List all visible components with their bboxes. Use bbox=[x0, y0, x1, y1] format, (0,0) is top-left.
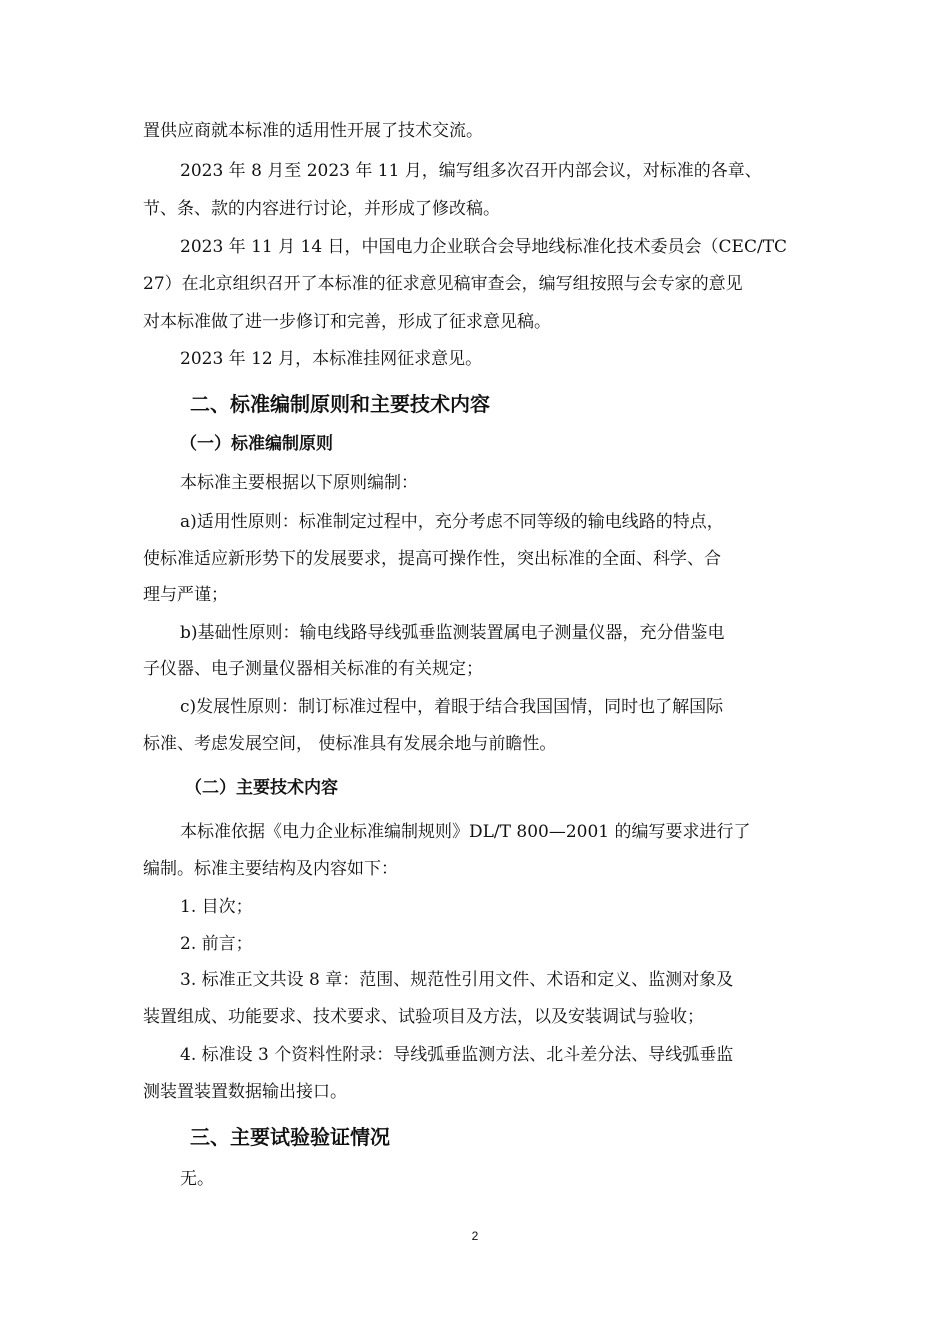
list-item: 4. 标准设 3 个资料性附录：导线弧垂监测方法、北斗差分法、导线弧垂监 bbox=[180, 1045, 734, 1065]
paragraph-line: 理与严谨； bbox=[143, 585, 228, 605]
paragraph-line: 无。 bbox=[180, 1169, 214, 1189]
subsection-heading: （二）主要技术内容 bbox=[185, 778, 338, 798]
paragraph-line: 使标准适应新形势下的发展要求，提高可操作性，突出标准的全面、科学、合 bbox=[143, 549, 721, 569]
paragraph-line: 标准、考虑发展空间， 使标准具有发展余地与前瞻性。 bbox=[143, 734, 557, 754]
paragraph-line: 置供应商就本标准的适用性开展了技术交流。 bbox=[143, 121, 483, 141]
paragraph-line: 本标准依据《电力企业标准编制规则》DL/T 800—2001 的编写要求进行了 bbox=[180, 822, 751, 842]
paragraph-line: 27）在北京组织召开了本标准的征求意见稿审查会，编写组按照与会专家的意见 bbox=[143, 274, 743, 294]
paragraph-line: 编制。标准主要结构及内容如下： bbox=[143, 859, 398, 879]
paragraph-line: 2023 年 8 月至 2023 年 11 月，编写组多次召开内部会议，对标准的各章、 bbox=[180, 161, 762, 181]
page-number: 2 bbox=[471, 1229, 479, 1243]
section-heading: 二、标准编制原则和主要技术内容 bbox=[190, 392, 490, 416]
list-item: 3. 标准正文共设 8 章：范围、规范性引用文件、术语和定义、监测对象及 bbox=[180, 970, 734, 990]
list-item: 测装置装置数据输出接口。 bbox=[143, 1082, 347, 1102]
paragraph-line: 子仪器、电子测量仪器相关标准的有关规定； bbox=[143, 659, 483, 679]
list-item: 装置组成、功能要求、技术要求、试验项目及方法，以及安装调试与验收； bbox=[143, 1007, 704, 1027]
paragraph-line: 本标准主要根据以下原则编制： bbox=[180, 473, 418, 493]
paragraph-line: 2023 年 12 月，本标准挂网征求意见。 bbox=[180, 349, 483, 369]
paragraph-line: c)发展性原则：制订标准过程中，着眼于结合我国国情，同时也了解国际 bbox=[180, 697, 724, 717]
section-heading: 三、主要试验验证情况 bbox=[190, 1125, 390, 1149]
subsection-heading: （一）标准编制原则 bbox=[180, 434, 333, 454]
paragraph-line: 2023 年 11 月 14 日，中国电力企业联合会导地线标准化技术委员会（CEC/TC bbox=[180, 237, 788, 257]
list-item: 1. 目次； bbox=[180, 897, 253, 917]
paragraph-line: b)基础性原则：输电线路导线弧垂监测装置属电子测量仪器，充分借鉴电 bbox=[180, 623, 725, 643]
paragraph-line: a)适用性原则：标准制定过程中，充分考虑不同等级的输电线路的特点， bbox=[180, 512, 724, 532]
paragraph-line: 节、条、款的内容进行讨论，并形成了修改稿。 bbox=[143, 199, 500, 219]
paragraph-line: 对本标准做了进一步修订和完善，形成了征求意见稿。 bbox=[143, 312, 551, 332]
list-item: 2. 前言； bbox=[180, 934, 253, 954]
